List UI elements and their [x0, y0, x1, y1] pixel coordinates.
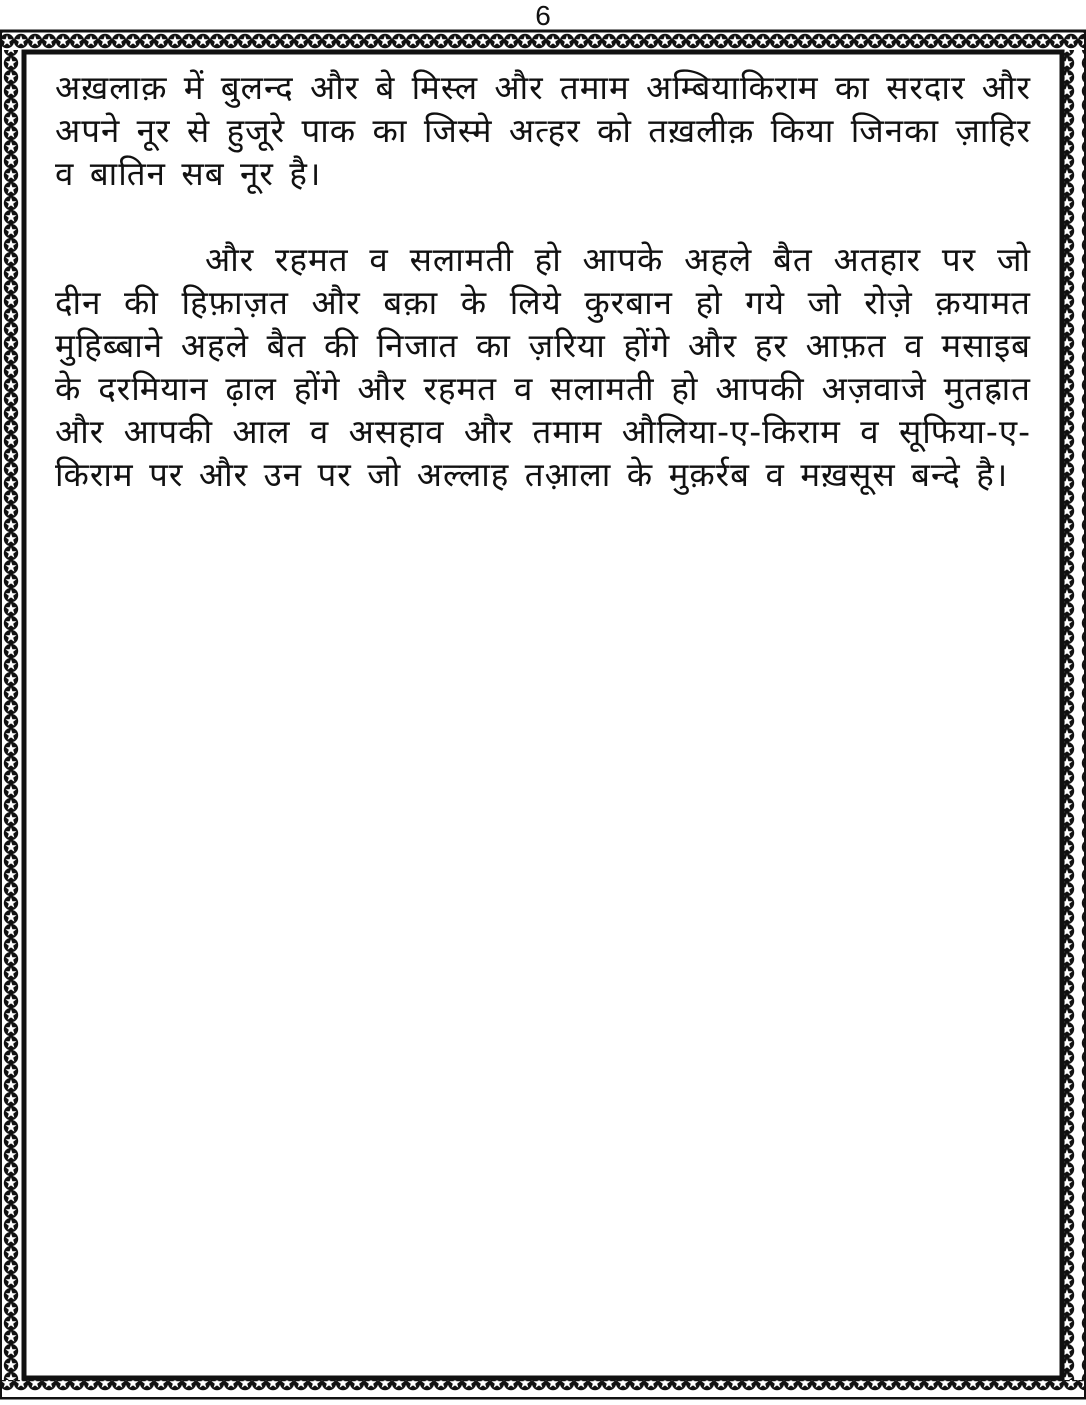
page-number: 6 — [535, 0, 551, 31]
page-body — [55, 66, 1031, 496]
paragraph-1: अख़लाक़ में बुलन्द और बे मिस्ल और तमाम अम्बियाकिराम का सरदार और अपने नूर से हुजूरे पाक का जिस्मे अत्हर को तख़लीक़ किया जिनका ज़ाहिर व बातिन सब नूर है। — [55, 68, 1031, 193]
paragraph-2: और रहमत व सलामती हो आपके अहले बैत अतहार पर जो दीन की हिफ़ाज़त और बक़ा के लिये कुरबान हो गये जो रोज़े क़यामत मुहिब्बाने अहले बैत की निजात का ज़रिया होंगे और हर आफ़त व मसाइब के दरमियान ढ़ाल होंगे और रहमत व सलामती हो आपकी अज़वाजे मुतह्रात और आपकी आल व असहाव और तमाम औलिया-ए-किराम व सूफिया-ए-किराम पर और उन पर जो अल्लाह तआ़ला के मुक़र्रब व मख़सूस बन्दे है। — [55, 240, 1031, 494]
